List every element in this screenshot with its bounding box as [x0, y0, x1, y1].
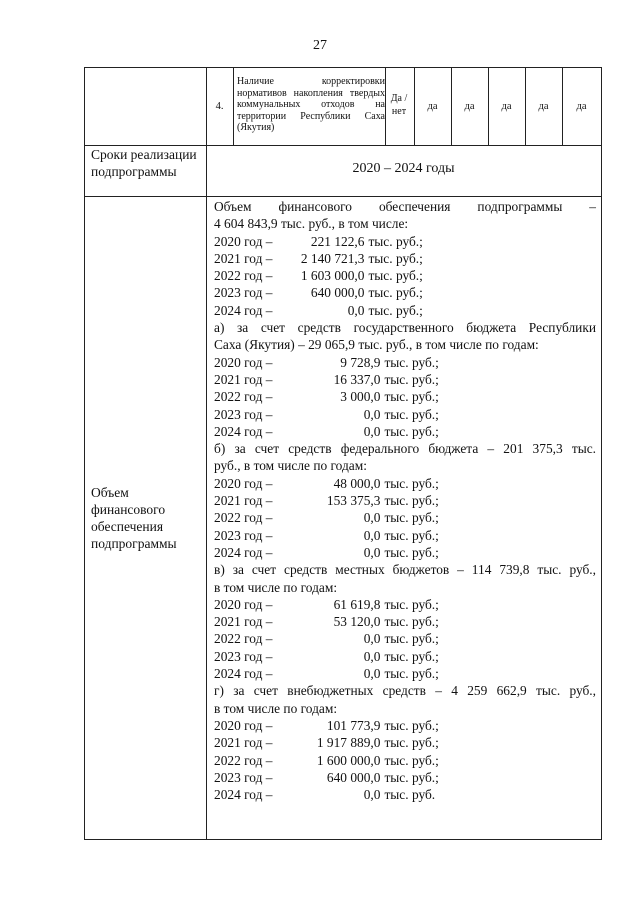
year-label: 2022 год –	[214, 752, 273, 768]
year-amount: 0,0	[363, 423, 381, 439]
year-label: 2021 год –	[214, 735, 273, 751]
value-cell: да	[464, 101, 475, 112]
year-unit: тыс. руб.;	[384, 371, 439, 387]
value-cell: да	[538, 101, 549, 112]
year-unit: тыс. руб.;	[384, 510, 439, 526]
year-label: 2023 год –	[214, 285, 273, 301]
year-label: 2024 год –	[214, 423, 273, 439]
source-d-line: г) за счет внебюджетных средств – 4 259 662,9 тыс. руб.,	[214, 683, 596, 699]
year-label: 2021 год –	[214, 250, 273, 266]
year-label: 2024 год –	[214, 302, 273, 318]
value-cell: да	[501, 101, 512, 112]
year-amount: 61 619,8	[333, 596, 381, 612]
year-list	[214, 596, 596, 682]
year-amount: 2 140 721,3	[300, 250, 365, 266]
year-label: 2024 год –	[214, 787, 273, 803]
year-unit: тыс. руб.;	[368, 268, 423, 284]
year-list	[214, 354, 596, 440]
year-label: 2020 год –	[214, 233, 273, 249]
year-line	[214, 406, 596, 423]
year-amount: 221 122,6	[310, 233, 365, 249]
year-line	[214, 302, 596, 319]
year-line	[214, 250, 596, 267]
year-label: 2023 год –	[214, 406, 273, 422]
source-a-line: Саха (Якутия) – 29 065,9 тыс. руб., в том числе по годам:	[214, 337, 539, 353]
year-amount: 640 000,0	[310, 285, 365, 301]
year-unit: тыс. руб.;	[384, 631, 439, 647]
year-unit: тыс. руб.;	[368, 285, 423, 301]
year-amount: 0,0	[347, 302, 365, 318]
year-unit: тыс. руб.;	[384, 475, 439, 491]
source-d-line: в том числе по годам:	[214, 700, 338, 716]
year-line	[214, 423, 596, 440]
year-amount: 53 120,0	[333, 614, 381, 630]
year-amount: 0,0	[363, 631, 381, 647]
year-label: 2021 год –	[214, 371, 273, 387]
year-label: 2020 год –	[214, 596, 273, 612]
year-unit: тыс. руб.;	[384, 735, 439, 751]
year-line	[214, 527, 596, 544]
year-amount: 0,0	[363, 666, 381, 682]
year-line	[214, 388, 596, 405]
year-label: 2021 год –	[214, 493, 273, 509]
year-unit: тыс. руб.;	[368, 233, 423, 249]
year-label: 2020 год –	[214, 475, 273, 491]
year-amount: 1 600 000,0	[316, 752, 381, 768]
year-label: 2022 год –	[214, 631, 273, 647]
year-unit: тыс. руб.;	[384, 666, 439, 682]
year-unit: тыс. руб.;	[384, 596, 439, 612]
year-label: 2023 год –	[214, 769, 273, 785]
year-label: 2020 год –	[214, 717, 273, 733]
year-line	[214, 648, 596, 665]
year-amount: 640 000,0	[326, 769, 381, 785]
year-line	[214, 371, 596, 388]
source-b-line: б) за счет средств федерального бюджета – 201 375,3 тыс.	[214, 441, 596, 457]
year-line	[214, 665, 596, 682]
year-unit: тыс. руб.;	[384, 354, 439, 370]
year-label: 2022 год –	[214, 389, 273, 405]
year-line	[214, 509, 596, 526]
year-label: 2023 год –	[214, 648, 273, 664]
funding-row	[84, 197, 602, 840]
year-unit: тыс. руб.;	[384, 423, 439, 439]
cell-divider	[206, 197, 207, 839]
year-line	[214, 752, 596, 769]
year-amount: 0,0	[363, 527, 381, 543]
source-c-line: в том числе по годам:	[214, 579, 338, 595]
year-amount: 0,0	[363, 406, 381, 422]
page-number: 27	[313, 38, 327, 53]
year-line	[214, 267, 596, 284]
year-unit: тыс. руб.;	[368, 302, 423, 318]
year-amount: 3 000,0	[340, 389, 381, 405]
year-amount: 0,0	[363, 544, 381, 560]
year-line	[214, 492, 596, 509]
year-amount: 16 337,0	[333, 371, 381, 387]
year-label: 2024 год –	[214, 544, 273, 560]
year-line	[214, 354, 596, 371]
year-line	[214, 613, 596, 630]
year-unit: тыс. руб.;	[384, 527, 439, 543]
year-label: 2022 год –	[214, 268, 273, 284]
item-description: Наличие корректировки нормативов накопления твердых коммунальных отходов на территории Республики Саха (Якутия)	[237, 76, 385, 133]
year-list	[214, 475, 596, 561]
year-unit: тыс. руб.;	[384, 406, 439, 422]
year-unit: тыс. руб.;	[384, 544, 439, 560]
year-line	[214, 596, 596, 613]
year-unit: тыс. руб.;	[384, 389, 439, 405]
year-line	[214, 544, 596, 561]
funding-text	[214, 198, 596, 803]
timeline-row	[84, 146, 602, 197]
year-amount: 0,0	[363, 510, 381, 526]
source-a-line: а) за счет средств государственного бюджета Республики	[214, 320, 596, 336]
timeline-label: Сроки реализации подпрограммы	[91, 147, 197, 179]
year-unit: тыс. руб.;	[368, 250, 423, 266]
year-unit: тыс. руб.;	[384, 752, 439, 768]
funding-total-line: 4 604 843,9 тыс. руб., в том числе:	[214, 216, 409, 232]
year-amount: 1 917 889,0	[316, 735, 381, 751]
year-unit: тыс. руб.;	[384, 717, 439, 733]
indicator-row	[84, 67, 602, 146]
year-unit: тыс. руб.;	[384, 493, 439, 509]
year-amount: 153 375,3	[326, 493, 381, 509]
timeline-value: 2020 – 2024 годы	[352, 161, 455, 176]
value-cell: да	[427, 101, 438, 112]
year-line	[214, 475, 596, 492]
year-line	[214, 786, 596, 803]
year-list	[214, 717, 596, 803]
year-amount: 1 603 000,0	[300, 268, 365, 284]
funding-label: Объем финансового обеспечения подпрограммы	[91, 485, 177, 551]
year-line	[214, 717, 596, 734]
item-unit: Да /нет	[390, 93, 408, 117]
year-amount: 0,0	[363, 787, 381, 803]
year-line	[214, 284, 596, 301]
source-b-line: руб., в том числе по годам:	[214, 458, 367, 474]
year-amount: 101 773,9	[326, 717, 381, 733]
year-label: 2020 год –	[214, 354, 273, 370]
item-number: 4.	[215, 101, 224, 112]
funding-total-line: Объем финансового обеспечения подпрограммы –	[214, 199, 596, 214]
year-line	[214, 233, 596, 250]
year-line	[214, 734, 596, 751]
year-label: 2024 год –	[214, 666, 273, 682]
year-line	[214, 769, 596, 786]
year-amount: 9 728,9	[340, 354, 381, 370]
year-unit: тыс. руб.	[384, 787, 436, 803]
year-unit: тыс. руб.;	[384, 769, 439, 785]
cell-divider	[385, 68, 386, 145]
cell-divider	[233, 68, 234, 145]
value-cell: да	[576, 101, 587, 112]
year-line	[214, 630, 596, 647]
year-label: 2023 год –	[214, 527, 273, 543]
year-amount: 48 000,0	[333, 475, 381, 491]
source-c-line: в) за счет средств местных бюджетов – 114 739,8 тыс. руб.,	[214, 562, 596, 578]
year-unit: тыс. руб.;	[384, 614, 439, 630]
year-unit: тыс. руб.;	[384, 648, 439, 664]
year-amount: 0,0	[363, 648, 381, 664]
year-list	[214, 233, 596, 319]
year-label: 2021 год –	[214, 614, 273, 630]
year-label: 2022 год –	[214, 510, 273, 526]
